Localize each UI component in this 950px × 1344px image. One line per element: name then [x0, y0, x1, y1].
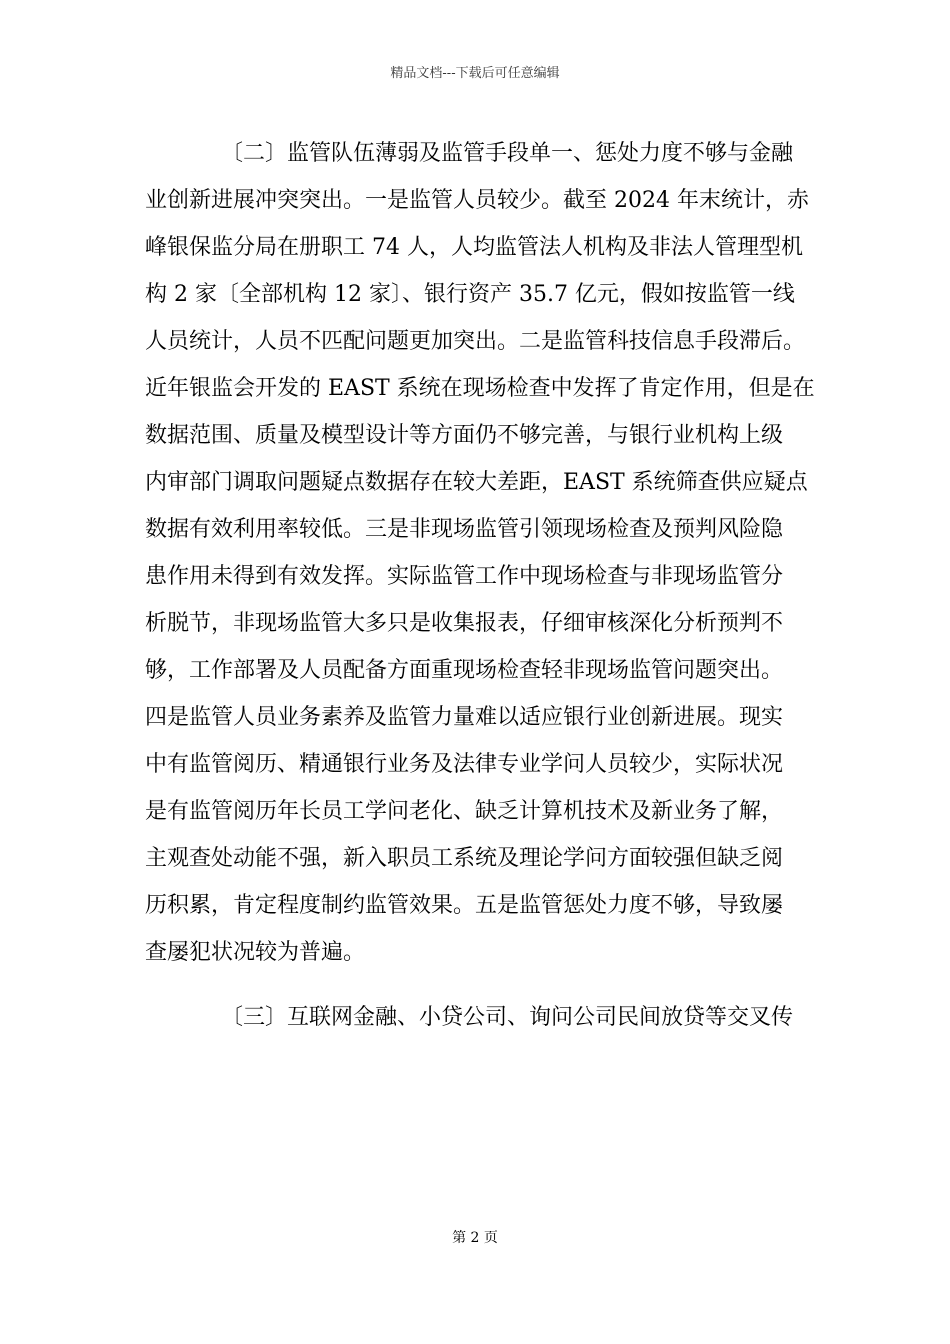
text-line: 业创新进展冲突突出。一是监管人员较少。截至 2024 年末统计，赤	[145, 188, 809, 213]
text-line: 历积累，肯定程度制约监管效果。五是监管惩处力度不够，导致屡	[145, 893, 784, 918]
page-header: 精品文档---下载后可任意编辑	[390, 66, 560, 81]
text-line: 构 2 家〔全部机构 12 家〕、银行资产 35.7 亿元，假如按监管一线	[145, 282, 795, 307]
page-number: 第 2 页	[452, 1230, 498, 1246]
text-line: 近年银监会开发的 EAST 系统在现场检查中发挥了肯定作用，但是在	[145, 376, 815, 401]
text-line: 患作用未得到有效发挥。实际监管工作中现场检查与非现场监管分	[145, 564, 784, 589]
text-line: 中有监管阅历、精通银行业务及法律专业学问人员较少，实际状况	[145, 752, 784, 777]
text-line: 人员统计，人员不匹配问题更加突出。二是监管科技信息手段滞后。	[145, 329, 806, 354]
text-line: 够，工作部署及人员配备方面重现场检查轻非现场监管问题突出。	[145, 658, 784, 683]
text-line: 四是监管人员业务素养及监管力量难以适应银行业创新进展。现实	[145, 705, 784, 730]
text-line: 是有监管阅历年长员工学问老化、缺乏计算机技术及新业务了解，	[145, 799, 784, 824]
text-line: 查屡犯状况较为普遍。	[145, 940, 366, 965]
text-line: 峰银保监分局在册职工 74 人，人均监管法人机构及非法人管理型机	[145, 235, 803, 260]
text-line: 数据范围、质量及模型设计等方面仍不够完善，与银行业机构上级	[145, 423, 784, 448]
text-line: 〔三〕互联网金融、小贷公司、询问公司民间放贷等交叉传	[221, 1005, 794, 1030]
text-line: 析脱节，非现场监管大多只是收集报表，仔细审核深化分析预判不	[145, 611, 784, 636]
text-line: 数据有效利用率较低。三是非现场监管引领现场检查及预判风险隐	[145, 517, 784, 542]
paragraph-2	[145, 136, 815, 982]
paragraph-3	[145, 1000, 807, 1047]
document-body	[145, 136, 815, 1047]
text-line: 内审部门调取问题疑点数据存在较大差距，EAST 系统筛查供应疑点	[145, 470, 808, 495]
text-line: 〔二〕监管队伍薄弱及监管手段单一、惩处力度不够与金融	[221, 141, 794, 166]
text-line: 主观查处动能不强，新入职员工系统及理论学问方面较强但缺乏阅	[145, 846, 784, 871]
